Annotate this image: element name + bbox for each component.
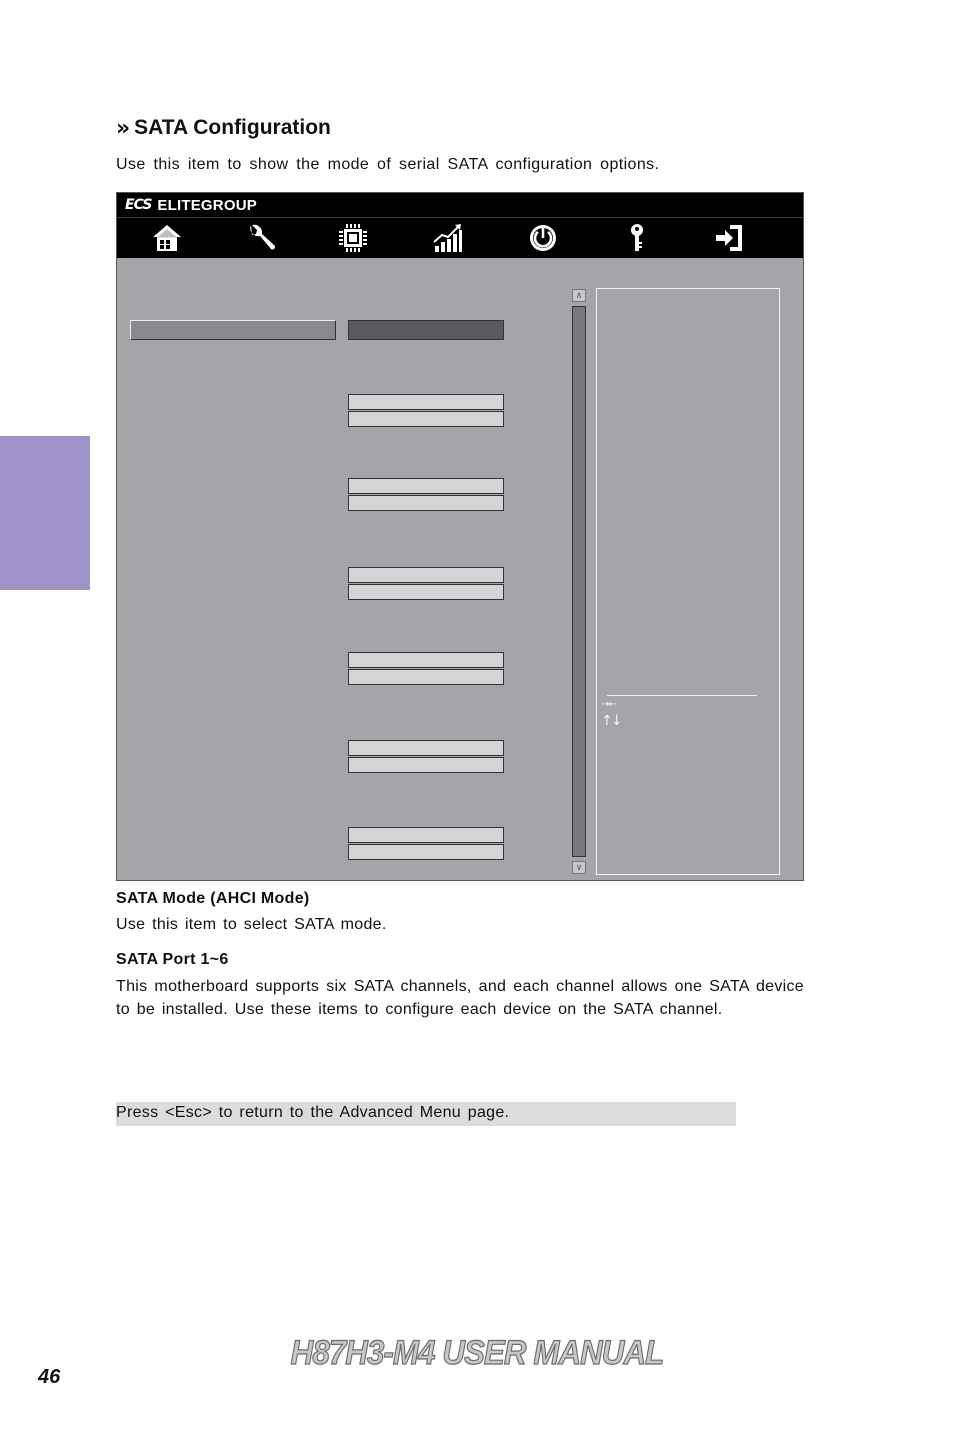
sata-port-5-field[interactable]: [348, 740, 504, 756]
item-text-sata-mode: Use this item to select SATA mode.: [116, 916, 387, 933]
manual-title: H87H3-M4 USER MANUAL: [290, 1334, 664, 1372]
nav-icon-row: [117, 220, 803, 256]
scrollbar-track[interactable]: [572, 306, 586, 857]
item-title-sata-port: SATA Port 1~6: [116, 951, 229, 968]
key-icon[interactable]: [619, 220, 655, 256]
sata-port-5-field[interactable]: [348, 757, 504, 773]
help-divider: [607, 695, 757, 696]
sata-mode-value-highlight[interactable]: [348, 320, 504, 340]
item-text-sata-port: This motherboard supports six SATA channels, and each channel allows one SATA device to be installed. Use these items to configure each device on the SATA channel.: [116, 978, 804, 1018]
esc-note: Press <Esc> to return to the Advanced Menu page.: [116, 1102, 736, 1126]
exit-icon[interactable]: [711, 220, 747, 256]
sata-port-6-field[interactable]: [348, 827, 504, 843]
chip-icon[interactable]: [335, 220, 371, 256]
sata-mode-row-highlight[interactable]: [130, 320, 336, 340]
ecs-logo: ECS: [125, 197, 152, 213]
item-title-sata-mode: SATA Mode (AHCI Mode): [116, 890, 310, 907]
sata-port-4-field[interactable]: [348, 669, 504, 685]
help-panel: [596, 288, 780, 875]
double-chevron-icon: ››: [116, 115, 127, 141]
sata-port-4-field[interactable]: [348, 652, 504, 668]
up-down-arrows-icon: ↑↓: [601, 713, 621, 729]
section-intro: Use this item to show the mode of serial SATA configuration options.: [116, 156, 660, 173]
chevron-up-icon: ∧: [575, 290, 583, 300]
sata-port-3-field[interactable]: [348, 584, 504, 600]
sata-port-6-field[interactable]: [348, 844, 504, 860]
scroll-up-button[interactable]: [572, 289, 586, 302]
sata-port-3-field[interactable]: [348, 567, 504, 583]
sata-port-2-field[interactable]: [348, 478, 504, 494]
left-right-arrows-icon: →←: [601, 699, 616, 710]
sata-port-2-field[interactable]: [348, 495, 504, 511]
chevron-down-icon: ∨: [575, 862, 583, 872]
chapter-side-tab: [0, 436, 90, 590]
section-title: SATA Configuration: [134, 116, 331, 139]
power-icon[interactable]: [525, 220, 561, 256]
page-number: 46: [38, 1366, 61, 1388]
brand-name: ELITEGROUP: [157, 196, 257, 214]
chart-icon[interactable]: [430, 220, 466, 256]
sata-port-1-field[interactable]: [348, 394, 504, 410]
scroll-down-button[interactable]: [572, 861, 586, 874]
bios-header: [117, 193, 803, 258]
bios-screenshot: [116, 192, 804, 881]
sata-port-1-field[interactable]: [348, 411, 504, 427]
home-icon[interactable]: [149, 220, 185, 256]
section-heading: [116, 114, 331, 142]
wrench-icon[interactable]: [243, 220, 279, 256]
brand-bar: [117, 193, 803, 218]
